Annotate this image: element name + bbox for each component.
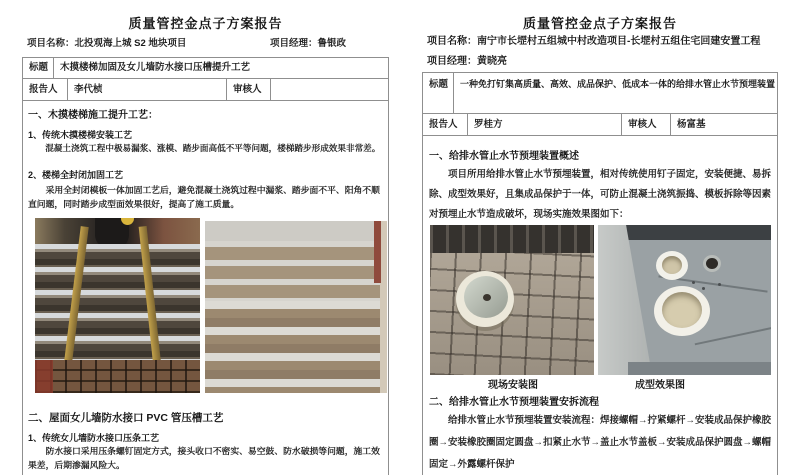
reviewer-label-cell: 审核人 bbox=[227, 79, 271, 100]
reviewer-value-cell bbox=[271, 79, 388, 100]
photo-finished-stair bbox=[205, 221, 387, 393]
reporter-label-cell: 报告人 bbox=[23, 79, 68, 100]
table-row-people bbox=[423, 114, 777, 136]
formwork-shadow-band bbox=[430, 225, 594, 255]
page-title: 质量管控金点子方案报告 bbox=[128, 16, 283, 31]
section1-heading: 一、木摸楼梯施工提升工艺： bbox=[28, 110, 158, 121]
title-value-cell: 木摸楼梯加固及女儿墙防水接口压槽提升工艺 bbox=[60, 62, 251, 73]
title-label-cell: 标题 bbox=[423, 73, 454, 113]
item2-title: 2、楼梯全封闭加固工艺 bbox=[28, 170, 124, 180]
section2-heading: 二、屋面女儿墙防水接口 PVC 管压槽工艺 bbox=[28, 412, 224, 424]
photo-formed-result bbox=[598, 225, 771, 375]
report-body bbox=[23, 101, 388, 474]
project-manager: 项目经理：黄晓亮 bbox=[427, 56, 507, 67]
handrail-stripe bbox=[374, 221, 381, 283]
waterstop-device-hole bbox=[483, 294, 491, 301]
report-table bbox=[422, 72, 778, 475]
project-name: 项目名称：北投观海上城 S2 地块项目 bbox=[27, 38, 187, 49]
photo-site-install bbox=[430, 225, 594, 375]
reporter-value-cell: 李代桢 bbox=[68, 79, 227, 100]
item3-text: 防水接口采用压条螺钉固定方式，接头收口不密实、易空鼓、防水破损等问题，施工效果差，后期渗漏风险大。 bbox=[28, 446, 380, 470]
wall-corner bbox=[598, 225, 652, 375]
report-body bbox=[423, 136, 777, 474]
stair-treads-lower bbox=[205, 301, 387, 393]
rebar-mesh bbox=[430, 253, 594, 375]
stair-wall-edge bbox=[380, 221, 387, 393]
item2-text: 采用全封闭模板一体加固工艺后，避免混凝土浇筑过程中漏浆、踏步面不平、阳角不顺直问题，同时踏步成型面效果很好，提高了施工质量。 bbox=[28, 185, 380, 209]
title-value-cell: 一种免打钉集高质量、高效、成品保护、低成本一体的给排水管止水节预埋装置 bbox=[460, 79, 776, 89]
table-row-title bbox=[23, 58, 388, 79]
concrete-speck bbox=[692, 281, 695, 284]
photo-stair-formwork bbox=[35, 218, 200, 393]
reporter-value-cell: 罗桂方 bbox=[468, 114, 622, 135]
concrete-speck bbox=[702, 287, 705, 290]
section1-text: 项目所用给排水管止水节预埋装置，相对传统使用钉子固定，安装便捷、易拆除、成型效果好，且集成品保护于一体，可防止混凝土浇筑振捣、模板拆除等因素对预埋止水节造成破坏，现场实施效果图如下： bbox=[429, 169, 772, 220]
rebar-grid bbox=[35, 360, 200, 393]
stair-treads-upper bbox=[205, 241, 387, 301]
reviewer-value-cell: 杨富基 bbox=[677, 119, 706, 130]
beam-edge bbox=[628, 362, 771, 375]
item1-title: 1、传统木摸楼梯安装工艺 bbox=[28, 130, 133, 140]
item1-text: 混凝土浇筑工程中极易漏浆、涨模、踏步面高低不平等问题，楼梯踏步形成效果非常差。 bbox=[45, 143, 381, 153]
photo1-caption: 现场安装图 bbox=[488, 380, 538, 391]
title-label-cell: 标题 bbox=[23, 58, 54, 78]
concrete-speck bbox=[718, 283, 721, 286]
reporter-label-cell: 报告人 bbox=[423, 114, 468, 135]
concrete-joint-line bbox=[695, 327, 771, 346]
reviewer-label-cell: 审核人 bbox=[622, 114, 671, 135]
project-manager: 项目经理：鲁银政 bbox=[270, 38, 347, 49]
formwork-steps bbox=[35, 244, 200, 360]
drill-hole bbox=[706, 258, 718, 269]
waterstop-cap-small bbox=[662, 256, 682, 274]
report-page-right bbox=[400, 0, 800, 475]
photo2-caption: 成型效果图 bbox=[635, 380, 685, 391]
formwork-board bbox=[35, 360, 53, 393]
page-title: 质量管控金点子方案报告 bbox=[522, 16, 677, 31]
table-row-people bbox=[23, 79, 388, 101]
project-name: 项目名称：南宁市长堽村五组城中村改造项目-长堽村五组住宅回建安置工程 bbox=[427, 36, 761, 47]
section2-text: 给排水管止水节预埋装置安装流程：焊接螺帽→拧紧螺杆→安装成品保护橡胶圈→安装橡胶圈固定圆盘→扣紧止水节→盖止水节盖板→安装成品保护圆盘→螺帽固定→外露螺杆保护 bbox=[429, 415, 772, 470]
section1-heading: 一、给排水管止水节预埋装置概述 bbox=[429, 151, 579, 162]
item3-title: 1、传统女儿墙防水接口压条工艺 bbox=[28, 433, 160, 443]
waterstop-cap-large bbox=[662, 292, 702, 328]
stair-landing bbox=[205, 221, 387, 241]
section2-heading: 二、给排水管止水节预埋装置安拆流程 bbox=[429, 397, 599, 408]
table-row-title bbox=[423, 73, 777, 114]
report-table bbox=[22, 57, 389, 475]
